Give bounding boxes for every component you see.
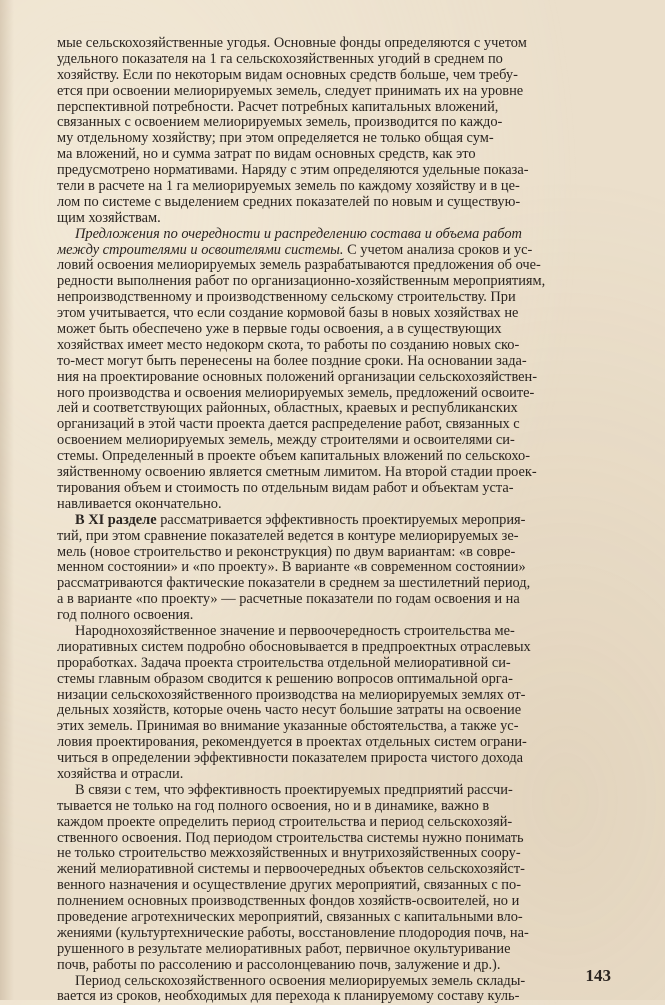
- text-line: [57, 799, 627, 815]
- text-line: [57, 84, 627, 100]
- text-line-content: тий, при этом сравнение показателей ведется в контуре мелиорируемых зе-: [57, 528, 519, 544]
- text-line-content: связанных с освоением мелиорируемых земель, производится по каждо-: [57, 115, 503, 131]
- text-line: [57, 640, 627, 656]
- text-line: [57, 767, 627, 783]
- text-line: [57, 624, 627, 640]
- text-line-content: Народнохозяйственное значение и первоочередность строительства ме-: [75, 623, 515, 639]
- text-line-content: непроизводственному и производственному сельскому строительству. При: [57, 290, 516, 306]
- text-line: [57, 401, 627, 417]
- text-line-content: организаций в этой части проекта дается распределение работ, связанных с: [57, 417, 520, 433]
- text-line-content: му отдельному хозяйству; при этом определяется не только общая сум-: [57, 131, 494, 147]
- text-line: [57, 608, 627, 624]
- text-line-content: ется при освоении мелиорируемых земель, следует принимать их на уровне: [57, 83, 524, 99]
- text-line-content: перспективной потребности. Расчет потребных капитальных вложений,: [57, 99, 499, 115]
- text-line: [57, 227, 627, 243]
- text-line: [57, 958, 627, 974]
- text-line: [57, 926, 627, 942]
- text-line-content: В связи с тем, что эффективность проектируемых предприятий рассчи-: [75, 782, 513, 798]
- text-line-content: мель (новое строительство и реконструкция) по двум вариантам: «в совре-: [57, 544, 516, 560]
- text-line-content: ма вложений, но и сумма затрат по видам основных средств, как это: [57, 147, 476, 163]
- text-line: [57, 545, 627, 561]
- text-line-content: лом по системе с выделением средних показателей по новым и существую-: [57, 194, 521, 210]
- text-line-content: почв, работы по рассолению и рассолонцеванию почв, залужение и др.).: [57, 957, 501, 973]
- text-line: [57, 878, 627, 894]
- text-line: [57, 989, 627, 1005]
- text-line: [57, 942, 627, 958]
- text-line-content: навливается окончательно.: [57, 496, 222, 512]
- text-line: [57, 465, 627, 481]
- text-line-content: читься в определении эффективности показателем прироста чистого дохода: [57, 751, 524, 767]
- text-line-content: стемы главным образом сводится к решению вопросов оптимальной орга-: [57, 671, 513, 687]
- text-line-content: рушенного в результате мелиоративных работ, первичное окультуривание: [57, 941, 511, 957]
- text-line-content: рассматриваются фактические показатели в среднем за шестилетний период,: [57, 576, 531, 592]
- text-line: [57, 688, 627, 704]
- text-line-content: год полного освоения.: [57, 608, 194, 624]
- text-line-content: редности выполнения работ по организационно-хозяйственным мероприятиям,: [57, 274, 546, 290]
- text-line: [57, 846, 627, 862]
- text-line: [57, 290, 627, 306]
- text-line: [57, 656, 627, 672]
- body-text: [57, 36, 627, 1005]
- text-line: [57, 735, 627, 751]
- text-line: [57, 513, 627, 529]
- text-line: [57, 338, 627, 354]
- text-line-content: ловий освоения мелиорируемых земель разрабатываются предложения об оче-: [57, 258, 541, 274]
- text-line-content: менном состоянии» и «по проекту». В варианте «в современном состоянии»: [57, 560, 526, 576]
- text-line: [57, 815, 627, 831]
- text-line-content: С учетом анализа сроков и ус-: [343, 242, 533, 258]
- text-line: [57, 449, 627, 465]
- text-line-content: ного производства и освоения мелиорируемых земель, предложений освоите-: [57, 385, 535, 401]
- text-line: [57, 68, 627, 84]
- italic-heading-inline: между строителями и освоителями системы.: [57, 242, 344, 258]
- text-line: [57, 115, 627, 131]
- text-line-content: жениями (культуртехнические работы, восстановление плодородия почв, на-: [57, 925, 529, 941]
- text-line-content: ловия проектирования, рекомендуется в проектах отдельных систем ограни-: [57, 735, 527, 751]
- text-line-content: хозяйству. Если по некоторым видам основных средств больше, чем требу-: [57, 67, 518, 83]
- page-number: 143: [585, 966, 611, 985]
- text-line: [57, 529, 627, 545]
- text-line: [57, 52, 627, 68]
- text-line: [57, 751, 627, 767]
- text-line-content: рассматривается эффективность проектируемых мероприя-: [156, 512, 526, 528]
- text-line-content: проведение агротехнических мероприятий, связанных с капитальными вло-: [57, 909, 523, 925]
- text-line-content: проработках. Задача проекта строительства отдельной мелиоративной си-: [57, 655, 511, 671]
- text-line: [57, 258, 627, 274]
- text-line: [57, 576, 627, 592]
- text-line: [57, 211, 627, 227]
- text-line: [57, 592, 627, 608]
- text-line: [57, 974, 627, 990]
- text-line-content: жений мелиоративной системы и первоочередных объектов сельскохозяйст-: [57, 862, 525, 878]
- text-line-content: хозяйствах имеет место недокорм скота, то работы по созданию новых ско-: [57, 337, 520, 353]
- text-line-content: то-мест могут быть перенесены на более поздние сроки. На основании зада-: [57, 353, 527, 369]
- text-line-content: дельных хозяйств, которые очень часто несут большие затраты на освоение: [57, 703, 522, 719]
- text-line-content: тирования объем и стоимость по отдельным видам работ и объектам уста-: [57, 480, 514, 496]
- text-line: [57, 910, 627, 926]
- text-line-content: лиоративных систем подробно обосновывается в предпроектных отраслевых: [57, 639, 531, 655]
- text-line: [57, 163, 627, 179]
- text-line-content: Предложения по очередности и распределению состава и объема работ: [75, 226, 522, 242]
- text-line: [57, 719, 627, 735]
- text-line-content: освоением мелиорируемых земель, между строителями и освоителями си-: [57, 433, 515, 449]
- text-line-content: зяйственному освоению является сметным лимитом. На второй стадии проек-: [57, 465, 537, 481]
- text-line: [57, 481, 627, 497]
- text-line: [57, 433, 627, 449]
- text-line-content: этом учитывается, что если создание кормовой базы в новых хозяйствах не: [57, 306, 519, 322]
- text-line: [57, 560, 627, 576]
- text-line-content: этих земель. Принимая во внимание указанные обстоятельства, а также ус-: [57, 719, 519, 735]
- text-line-content: хозяйства и отрасли.: [57, 766, 184, 782]
- text-line-content: удельного показателя на 1 га сельскохозяйственных угодий в среднем по: [57, 51, 503, 67]
- text-line-content: может быть обеспечено уже в первые годы освоения, а в существующих: [57, 322, 502, 338]
- text-line: [57, 783, 627, 799]
- text-line: [57, 354, 627, 370]
- text-line: [57, 195, 627, 211]
- text-line-content: предусмотрено нормативами. Наряду с этим определяются удельные показа-: [57, 163, 529, 179]
- text-line-content: венного назначения и осуществление других мероприятий, связанных с по-: [57, 878, 521, 894]
- text-line: [57, 831, 627, 847]
- text-line: [57, 370, 627, 386]
- text-line-content: ния на проектирование основных положений организации сельскохозяйствен-: [57, 369, 538, 385]
- section-heading-inline: В XI разделе: [75, 512, 157, 528]
- text-line: [57, 274, 627, 290]
- text-line-content: полнением основных производственных фондов хозяйств-освоителей, но и: [57, 894, 520, 910]
- text-line: [57, 703, 627, 719]
- text-line-content: щим хозяйствам.: [57, 210, 161, 226]
- text-line: [57, 36, 627, 52]
- text-line-content: ственного освоения. Под периодом строительства системы нужно понимать: [57, 830, 524, 846]
- text-line: [57, 147, 627, 163]
- text-line-content: стемы. Определенный в проекте объем капитальных вложений по сельскохо-: [57, 449, 531, 465]
- text-line-content: Период сельскохозяйственного освоения мелиорируемых земель склады-: [75, 973, 526, 989]
- text-line-content: каждом проекте определить период строительства и период сельскохозяй-: [57, 814, 513, 830]
- text-line: [57, 497, 627, 513]
- page-edge-shadow: [0, 0, 14, 1000]
- text-line: [57, 131, 627, 147]
- text-line: [57, 386, 627, 402]
- text-line: [57, 894, 627, 910]
- text-line: [57, 179, 627, 195]
- text-line: [57, 100, 627, 116]
- text-line: [57, 672, 627, 688]
- text-line: [57, 862, 627, 878]
- text-line-content: тывается не только на год полного освоения, но и в динамике, важно в: [57, 798, 490, 814]
- text-line: [57, 417, 627, 433]
- text-line: [57, 243, 627, 259]
- text-line: [57, 322, 627, 338]
- text-line-content: не только строительство межхозяйственных и внутрихозяйственных соору-: [57, 846, 521, 862]
- text-line-content: а в варианте «по проекту» — расчетные показатели по годам освоения и на: [57, 592, 520, 608]
- text-line-content: лей и соответствующих районных, областных, краевых и республиканских: [57, 401, 518, 417]
- text-line-content: низации сельскохозяйственного производства на мелиорируемых землях от-: [57, 687, 526, 703]
- text-line-content: вается из сроков, необходимых для перехода к планируемому составу куль-: [57, 989, 520, 1005]
- text-line: [57, 306, 627, 322]
- text-line-content: тели в расчете на 1 га мелиорируемых земель по каждому хозяйству и в це-: [57, 179, 520, 195]
- text-line-content: мые сельскохозяйственные угодья. Основные фонды определяются с учетом: [57, 36, 527, 51]
